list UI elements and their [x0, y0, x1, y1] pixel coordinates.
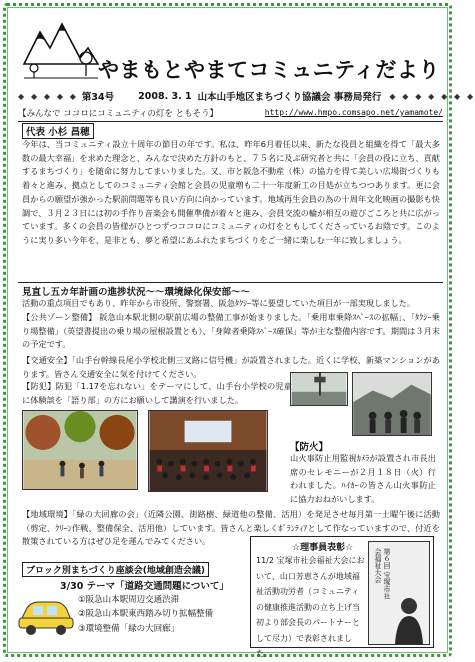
award-recipient-photo — [391, 594, 427, 644]
agenda-item: ③環境整備「緑の大回廊」 — [78, 623, 180, 634]
plan-intro-text: 活動の重点項目でもあり、昨年から市役所、警察署、阪急ﾀｸｼｰ等に要望していた項目が一部実現しました。 — [22, 298, 416, 308]
public-zone-text: 【公共ゾーン整備】 阪急山本駅北側の駅前広場の整備工事が始まりました。「乗用車乗降ｽﾍﾟｰｽの拡幅」、「ﾀｸｼｰ乗り場整備」（英望書提出の乗り場の屋根設置とも）、「身障者乗降ｽﾍﾟｰｽ確保」等が主な整備内容です。期間は３月末の予定です。 — [22, 312, 440, 350]
award-heading: ☆理事員表彰☆ — [292, 543, 354, 553]
issue-deco-right: ◆ ◆ ◆ ◆ ◆ ◆ ◆ — [389, 91, 475, 101]
greeting-heading: 代表 小杉 昌穂 — [22, 123, 94, 139]
crime-text: 防犯「1.17を忘れない」をテーマにして、山手台小学校の児童に体験談を「語り部」の方にお願いして講演を行いました。 — [22, 381, 292, 405]
newsletter-title: やまもとやまてコミュニティだより — [98, 58, 440, 82]
website-link[interactable]: http://www.hmpo.comsapo.net/yamamote/ — [264, 108, 443, 117]
block-meeting-theme: 3/30 テーマ「道路交通問題について」 — [60, 581, 229, 592]
plan-heading: 見直し五カ年計画の進捗状況～～環境緑化保安部～～ — [22, 287, 251, 298]
award-body: 11/2 宝塚市社会福祉大会において、山口芳恵さんが地域福祉活動功労者（コミュニティの健康推進活動の立ち上げ当初より部会長のパートナーとして尽力）で表彰されました。 — [256, 556, 365, 658]
fire-text: 山火事防止用監視ｶﾒﾗが設置され市長出席のセレモニーが２月１８日（火）行われました。ﾊｲｶｰの皆さん山火事防止に協力おねがいします。 — [290, 453, 436, 505]
public-zone — [22, 311, 440, 353]
fire-heading: 【防火】 — [290, 442, 329, 453]
publisher-org: 山本山手地区まちづくり協議会 事務局発行 — [197, 92, 382, 103]
issue-date: 2008. 3. 1 — [138, 90, 192, 102]
crime-label: 【防犯】 — [22, 381, 56, 391]
issue-line — [18, 89, 475, 103]
traffic-label: 【交通安全】 — [22, 355, 72, 365]
env-label: 【地域環境】 — [22, 509, 73, 519]
env-text: 「緑の大回廊の会」（近隣公園、街路樹、緑道他の整備、活用）を発足させ毎月第一土曜午後に活動（剪定、ｸﾘｰﾝ作戦、整備保全、活用他）しています。皆さんと楽しくﾎﾞﾗﾝﾃｨｱとして作なっていますので、付近を散策されている方はぜひ足を運んでみてください。 — [22, 509, 440, 547]
fire-prevention — [290, 452, 436, 508]
section-rule — [18, 282, 443, 283]
traffic-text: 「山手台幹線長尾小学校北側三叉路に信号機」が設置されました。近くに学校、新築マンションがあります。皆さん交通安全に気を付けてください。 — [22, 355, 440, 379]
auditorium-lecture-photo — [148, 410, 268, 492]
block-meeting-heading: ブロック別まちづくり座談会(地域創造会議) — [22, 562, 209, 577]
crime-prevention — [22, 380, 292, 408]
greeting-text: 今年は、当コミュニティ設立十周年の節目の年です。私は、昨年6月着任以来、新たな役員と組織を得て「最大多数の最大幸福」を求めた理念と、みんなで決めた方針のもと、７５名に及ぶ研究者と共に「会員の役に立ち、貢献するまちづくり」を随命に努力してまいりました。又、市と阪急不動産（株）の協力を得て美しい広場街づくりも着々と進み、拠点としてのコミュニティ会館と会員の児童増も二十一年度新工の目処が立ちつつあります。更に会員からの願望が強かった駅前問題等も良い方向に向かっています。地域再生会員の為の十周年文化映画の撮影も快調で、３月２３日には初の手作り音楽会も開催準備が着々と進み、会員交流の輪が相互の遊びごころと共に広がっています。多くの会員の皆様がひとつずつココロにコミュニティの灯をともしてくださっているお陰です。このように実り多い今年を、是非とも、夢と希望にあふれたまちづくりをご一緒に楽しむ一年に致しましょう。 — [22, 139, 440, 245]
mountain-logo-icon — [22, 18, 100, 80]
park-volunteers-photo — [22, 410, 138, 490]
header-rule — [18, 121, 443, 122]
plan-intro — [22, 297, 440, 311]
agenda-item: ①阪急山本駅周辺交通渋滞 — [78, 595, 180, 605]
award-photo-caption: 第６回 宝塚市社会福祉大会 — [374, 548, 391, 600]
slogan: 【みんなで ココロにコミュニティの灯を ともそう】 — [18, 108, 219, 119]
camera-pole-photo — [290, 372, 348, 406]
issue-number: 第34号 — [81, 92, 115, 103]
ceremony-photo — [352, 372, 432, 436]
car-icon — [17, 590, 75, 638]
issue-deco-left: ◆ ◆ ◆ ◆ ◆ — [18, 91, 78, 101]
award-photo — [368, 541, 430, 645]
block-meeting-agenda — [78, 593, 213, 636]
slogan-line — [18, 106, 443, 119]
agenda-item: ②阪急山本駅東西踏み切り拡幅整備 — [78, 609, 214, 620]
greeting-body — [22, 138, 440, 280]
